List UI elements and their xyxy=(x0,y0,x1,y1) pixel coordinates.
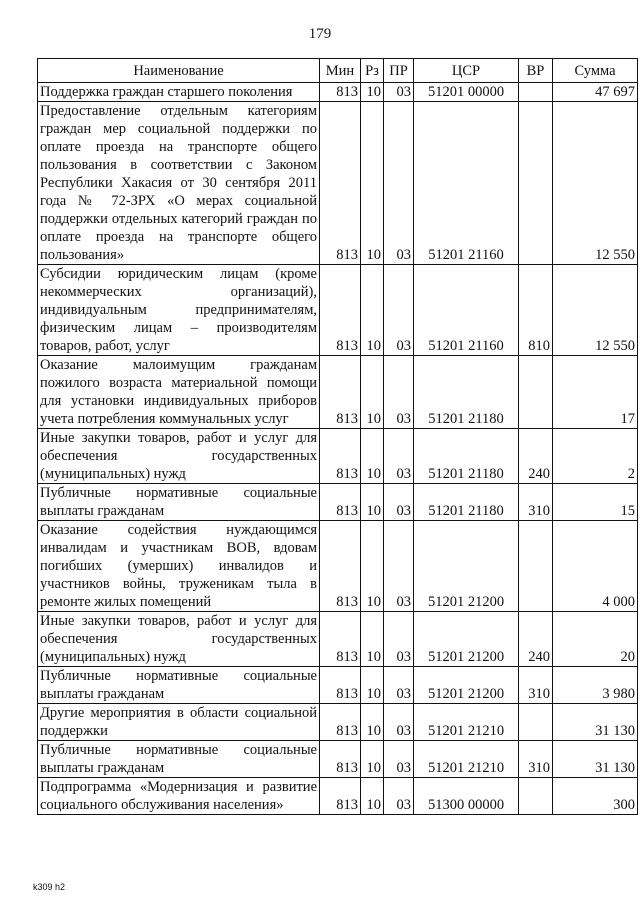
row-rz: 10 xyxy=(361,429,384,484)
row-pr: 03 xyxy=(384,265,414,356)
row-min: 813 xyxy=(320,704,361,741)
row-pr: 03 xyxy=(384,83,414,102)
row-rz: 10 xyxy=(361,521,384,612)
row-pr: 03 xyxy=(384,612,414,667)
budget-table xyxy=(37,58,638,815)
row-pr: 03 xyxy=(384,484,414,521)
row-vr: 310 xyxy=(519,667,553,704)
row-vr xyxy=(519,102,553,265)
row-min: 813 xyxy=(320,356,361,429)
row-sum: 12 550 xyxy=(553,265,638,356)
row-vr xyxy=(519,83,553,102)
row-pr: 03 xyxy=(384,356,414,429)
row-pr: 03 xyxy=(384,429,414,484)
page-number: 179 xyxy=(308,26,332,42)
row-min: 813 xyxy=(320,521,361,612)
row-sum: 12 550 xyxy=(553,102,638,265)
row-vr: 810 xyxy=(519,265,553,356)
row-pr: 03 xyxy=(384,102,414,265)
row-sum: 31 130 xyxy=(553,704,638,741)
row-csr: 51201 21200 xyxy=(414,521,519,612)
row-name: Иные закупки товаров, работ и услуг для обеспечения государственных (муниципальных) нужд xyxy=(38,429,320,484)
row-sum: 15 xyxy=(553,484,638,521)
row-csr: 51201 00000 xyxy=(414,83,519,102)
row-rz: 10 xyxy=(361,667,384,704)
row-rz: 10 xyxy=(361,612,384,667)
row-name: Оказание содействия нуждающимся инвалидам и участникам ВОВ, вдовам погибших (умерших) инвалидов и участников войны, труженикам тыла в ремонте жилых помещений xyxy=(38,521,320,612)
row-vr: 310 xyxy=(519,741,553,778)
row-rz: 10 xyxy=(361,778,384,815)
row-name: Предоставление отдельным категориям граждан мер социальной поддержки по оплате проезда на транспорте общего пользования в соответствии с Законом Республики Хакасия от 30 сентября 2011 года № 72-ЗРХ «О мерах социальной поддержки отдельных категорий граждан по оплате проезда на транспорте общего пользования» xyxy=(38,102,320,265)
table-row xyxy=(38,741,638,778)
row-rz: 10 xyxy=(361,83,384,102)
table-row xyxy=(38,704,638,741)
table-row xyxy=(38,356,638,429)
header-csr: ЦСР xyxy=(414,59,519,83)
table-row xyxy=(38,778,638,815)
row-min: 813 xyxy=(320,778,361,815)
row-csr: 51300 00000 xyxy=(414,778,519,815)
header-pr: ПР xyxy=(384,59,414,83)
table-row xyxy=(38,484,638,521)
row-csr: 51201 21180 xyxy=(414,356,519,429)
row-name: Подпрограмма «Модернизация и развитие социального обслуживания населения» xyxy=(38,778,320,815)
row-sum: 300 xyxy=(553,778,638,815)
row-name: Публичные нормативные социальные выплаты гражданам xyxy=(38,484,320,521)
row-csr: 51201 21200 xyxy=(414,612,519,667)
row-name: Оказание малоимущим гражданам пожилого возраста материальной помощи для установки индивидуальных приборов учета потребления коммунальных услуг xyxy=(38,356,320,429)
row-rz: 10 xyxy=(361,265,384,356)
row-vr xyxy=(519,356,553,429)
row-sum: 20 xyxy=(553,612,638,667)
row-sum: 47 697 xyxy=(553,83,638,102)
row-min: 813 xyxy=(320,83,361,102)
row-min: 813 xyxy=(320,265,361,356)
row-vr xyxy=(519,521,553,612)
table-row xyxy=(38,667,638,704)
row-pr: 03 xyxy=(384,741,414,778)
row-vr: 240 xyxy=(519,612,553,667)
row-name: Поддержка граждан старшего поколения xyxy=(38,83,320,102)
row-sum: 31 130 xyxy=(553,741,638,778)
row-csr: 51201 21180 xyxy=(414,484,519,521)
row-name: Публичные нормативные социальные выплаты гражданам xyxy=(38,741,320,778)
row-vr: 240 xyxy=(519,429,553,484)
table-header-row xyxy=(38,59,638,83)
row-pr: 03 xyxy=(384,667,414,704)
row-rz: 10 xyxy=(361,741,384,778)
header-name: Наименование xyxy=(38,59,320,83)
row-min: 813 xyxy=(320,484,361,521)
row-csr: 51201 21160 xyxy=(414,265,519,356)
row-sum: 3 980 xyxy=(553,667,638,704)
header-vr: ВР xyxy=(519,59,553,83)
row-vr: 310 xyxy=(519,484,553,521)
row-name: Публичные нормативные социальные выплаты гражданам xyxy=(38,667,320,704)
row-min: 813 xyxy=(320,429,361,484)
row-min: 813 xyxy=(320,741,361,778)
row-pr: 03 xyxy=(384,778,414,815)
row-rz: 10 xyxy=(361,704,384,741)
row-pr: 03 xyxy=(384,704,414,741)
row-csr: 51201 21200 xyxy=(414,667,519,704)
header-rz: Рз xyxy=(361,59,384,83)
header-min: Мин xyxy=(320,59,361,83)
row-min: 813 xyxy=(320,612,361,667)
table-row xyxy=(38,429,638,484)
table-row xyxy=(38,83,638,102)
row-sum: 2 xyxy=(553,429,638,484)
row-name: Иные закупки товаров, работ и услуг для обеспечения государственных (муниципальных) нужд xyxy=(38,612,320,667)
row-rz: 10 xyxy=(361,356,384,429)
row-csr: 51201 21160 xyxy=(414,102,519,265)
table-row xyxy=(38,612,638,667)
row-rz: 10 xyxy=(361,102,384,265)
row-vr xyxy=(519,704,553,741)
row-rz: 10 xyxy=(361,484,384,521)
row-min: 813 xyxy=(320,667,361,704)
row-csr: 51201 21180 xyxy=(414,429,519,484)
row-sum: 4 000 xyxy=(553,521,638,612)
table-row xyxy=(38,521,638,612)
row-name: Другие мероприятия в области социальной поддержки xyxy=(38,704,320,741)
row-csr: 51201 21210 xyxy=(414,741,519,778)
row-sum: 17 xyxy=(553,356,638,429)
footer-code: k309 h2 xyxy=(33,882,66,892)
row-vr xyxy=(519,778,553,815)
table-row xyxy=(38,265,638,356)
table-row xyxy=(38,102,638,265)
header-sum: Сумма xyxy=(553,59,638,83)
row-csr: 51201 21210 xyxy=(414,704,519,741)
row-name: Субсидии юридическим лицам (кроме некоммерческих организаций), индивидуальным предпринимателям, физическим лицам – производителям товаров, работ, услуг xyxy=(38,265,320,356)
row-pr: 03 xyxy=(384,521,414,612)
row-min: 813 xyxy=(320,102,361,265)
